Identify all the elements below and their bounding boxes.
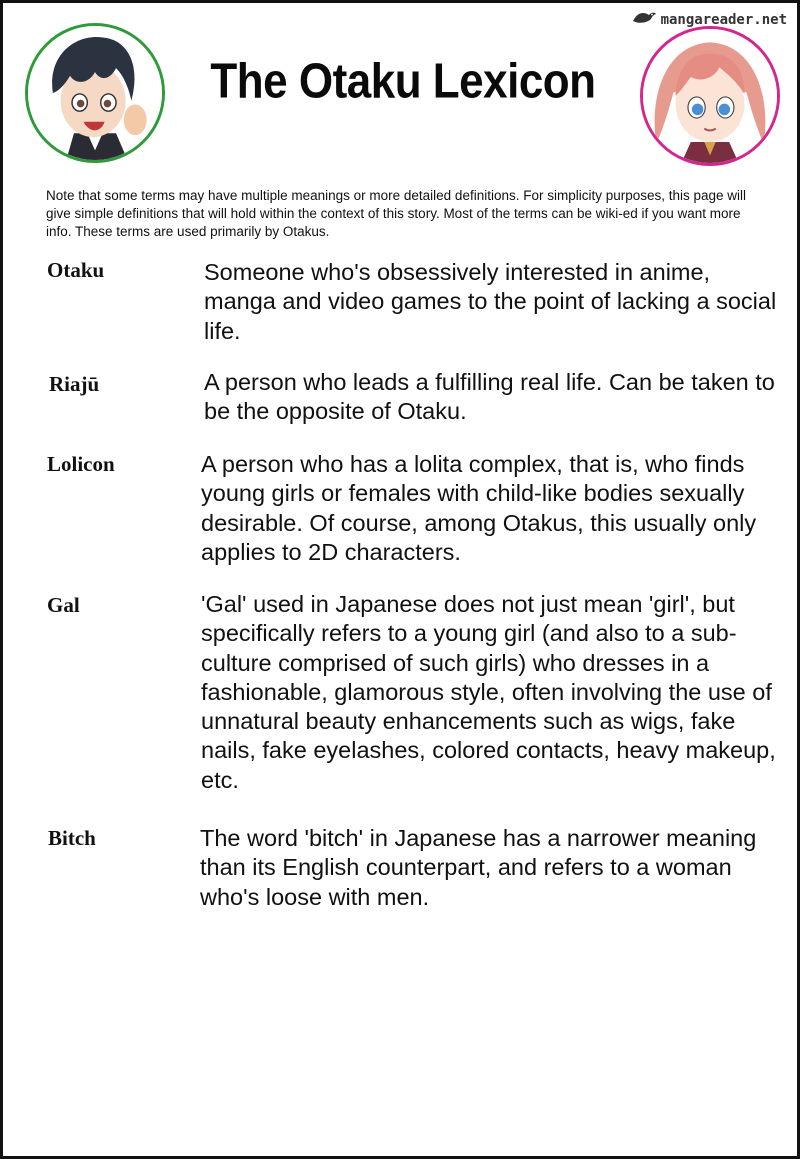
definition-otaku: Someone who's obsessively interested in anime, manga and video games to the point of lacking a social life. xyxy=(204,259,777,344)
page-title: The Otaku Lexicon xyxy=(210,54,596,109)
term-bitch: Bitch xyxy=(48,826,96,850)
definition-riaju: A person who leads a fulfilling real life. Can be taken to be the opposite of Otaku. xyxy=(204,369,775,425)
term-lolicon: Lolicon xyxy=(47,452,115,476)
term-riaju: Riajū xyxy=(49,372,100,396)
definition-bitch: The word 'bitch' in Japanese has a narrower meaning than its English counterpart, and refers to a woman who's loose with men. xyxy=(200,825,757,910)
term-otaku: Otaku xyxy=(47,258,105,282)
watermark-text: mangareader.net xyxy=(660,12,787,28)
girl-character-avatar-icon xyxy=(640,26,780,166)
definition-lolicon: A person who has a lolita complex, that is, who finds young girls or females with child-like bodies sexually desirable. Of course, among Otakus, this usually only applies to 2D characters. xyxy=(201,451,757,565)
bird-logo-icon xyxy=(631,9,657,31)
intro-note: Note that some terms may have multiple meanings or more detailed definitions. For simplicity purposes, this page will give simple definitions that will hold within the context of this story. Most of the terms can be wiki-ed if you want more info. These terms are used primarily by Otakus. xyxy=(46,188,747,239)
term-gal: Gal xyxy=(47,593,80,617)
boy-character-avatar-icon xyxy=(25,23,165,163)
definition-gal: 'Gal' used in Japanese does not just mean 'girl', but specifically refers to a young girl (and also to a sub-culture comprised of such girls) who dresses in a fashionable, glamorous style, often involving the use of unnatural beauty enhancements such as wigs, fake nails, fake eyelashes, colored contacts, heavy makeup, etc. xyxy=(201,591,776,793)
